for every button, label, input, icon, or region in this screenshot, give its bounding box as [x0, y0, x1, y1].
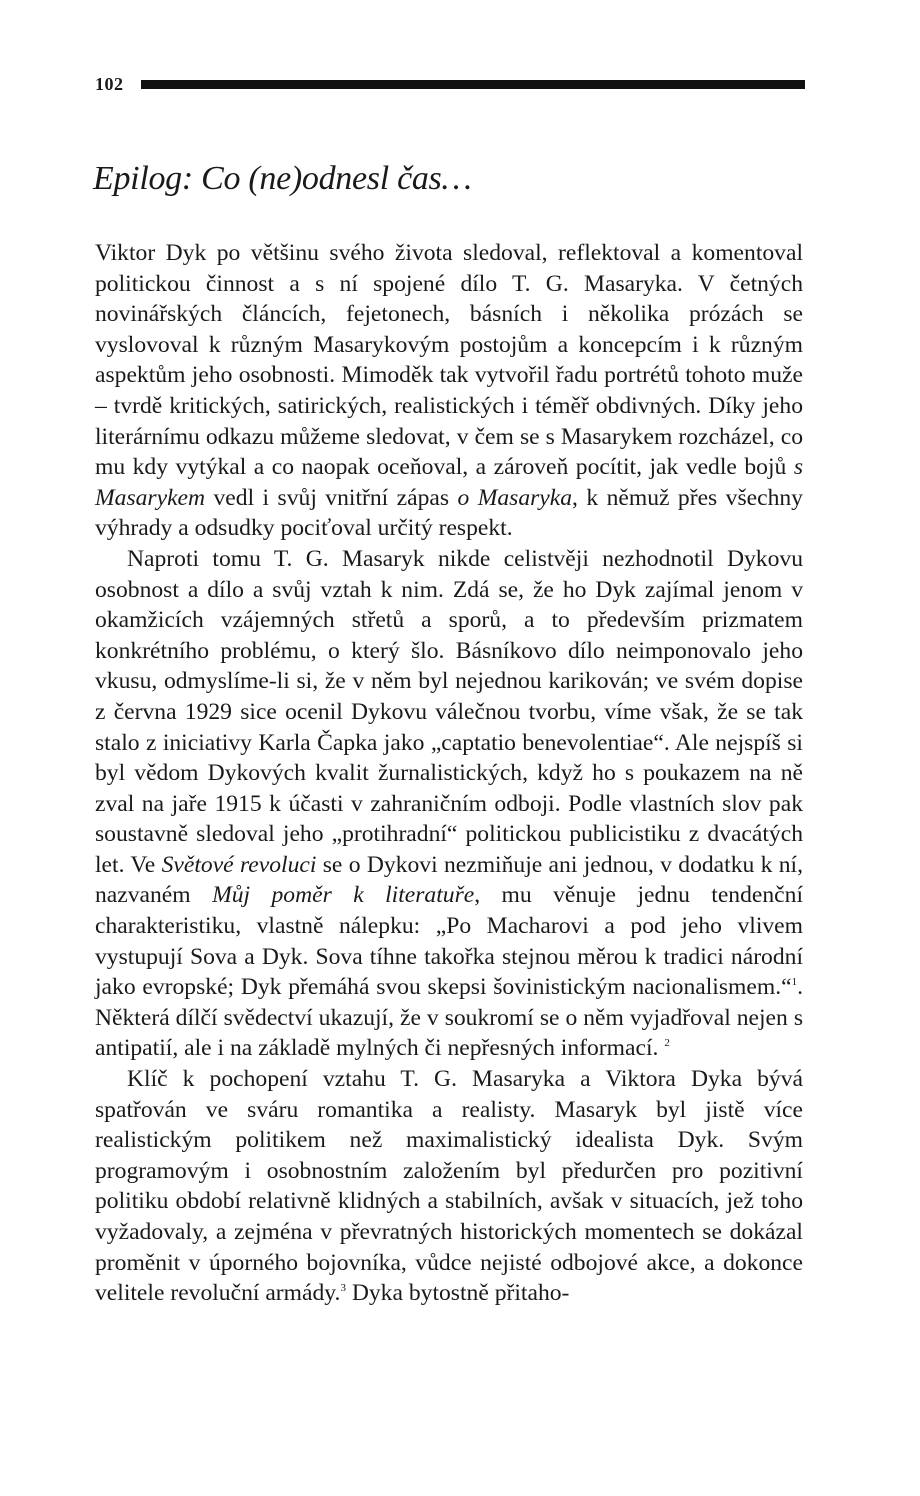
- text-run: Naproti tomu T. G. Masaryk nikde celistvěji nezhodnotil Dykovu osobnost a dílo a svůj vztah k nim. Zdá se, že ho Dyk zajímal jenom v okamžicích vzájemných střetů a sporů, a to především prizmatem konkrétního problému, o který šlo. Básníkovo dílo neimponovalo jeho vkusu, odmyslíme-li si, že v něm byl nejednou karikován; ve svém dopise z června 1929 sice ocenil Dykovu válečnou tvorbu, víme však, že se tak stalo z iniciativy Karla Čapka jako „captatio benevolentiae“. Ale nejspíš si byl vědom Dykových kvalit žurnalistických, když ho s poukazem na ně zval na jaře 1915 k účasti v zahraničním odboji. Podle vlastních slov pak soustavně sledoval jeho „protihradní“ politickou publicistiku z dvacátých let. Ve: [95, 545, 803, 878]
- text-run: , mu věnuje jednu tendenční charakteristiku, vlastně nálepku: „Po Macharovi a pod jeho vlivem vystupují Sova a Dyk. Sova tíhne takořka stejnou měrou k tradici národní jako evropské; Dyk přemáhá svou skepsi šovinistickým nacionalismem.“: [95, 882, 803, 1001]
- italic-run: Můj poměr k literatuře: [212, 882, 475, 909]
- body-text: [95, 238, 803, 1309]
- footnote-ref-2[interactable]: 2: [664, 1037, 670, 1050]
- italic-run: s Masarykem: [95, 454, 803, 511]
- italic-run: Světové revoluci: [161, 851, 317, 878]
- paragraph-1: [95, 238, 803, 544]
- text-run: Dyka bytostně přitaho-: [345, 1280, 570, 1307]
- page-number: 102: [95, 74, 124, 94]
- footnote-ref-1[interactable]: 1: [791, 976, 798, 989]
- paragraph-3: [95, 1064, 803, 1309]
- header-rule: [141, 80, 805, 89]
- footnote-ref-3[interactable]: 3: [340, 1282, 346, 1295]
- italic-run: o Masaryka: [457, 484, 573, 511]
- paragraph-2: [95, 544, 803, 1064]
- text-run: , k němuž přes všechny výhrady a odsudky pociťoval určitý respekt.: [95, 484, 803, 542]
- page-header: [95, 72, 805, 100]
- chapter-title: Epilog: Co (ne)odnesl čas…: [93, 160, 472, 197]
- text-run: Klíč k pochopení vztahu T. G. Masaryka a Viktora Dyka bývá spatřován ve sváru romantika a realisty. Masaryk byl jistě více realistickým politikem než maximalistický idealista Dyk. Svým programovým i osobnostním založením byl předurčen pro pozitivní politiku období relativně klidných a stabilních, avšak v situacích, jež toho vyžadovaly, a zejména v převratných historických momentech se dokázal proměnit v úporného bojovníka, vůdce nejisté odbojové akce, a dokonce velitele revoluční armády.: [95, 1066, 803, 1307]
- text-run: . Některá dílčí svědectví ukazují, že v soukromí se o něm vyjadřoval nejen s antipatií, ale i na základě mylných či nepřesných informací.: [95, 974, 803, 1062]
- text-run: vedl i svůj vnitřní zápas: [205, 484, 458, 511]
- text-run: se o Dykovi nezmiňuje ani jednou, v dodatku k ní, nazvaném: [95, 851, 803, 909]
- text-run: Viktor Dyk po většinu svého života sledoval, reflektoval a komentoval politickou činnost a s ní spojené dílo T. G. Masaryka. V četných novinářských článcích, fejetonech, básních i několika prózách se vyslovoval k různým Masarykovým postojům a koncepcím i k různým aspektům jeho osobnosti. Mimoděk tak vytvořil řadu portrétů tohoto muže – tvrdě kritických, satirických, realistických i téměř obdivných. Díky jeho literárnímu odkazu můžeme sledovat, v čem se s Masarykem rozcházel, co mu kdy vytýkal a co naopak oceňoval, a zároveň pocítit, jak vedle bojů: [95, 240, 803, 481]
